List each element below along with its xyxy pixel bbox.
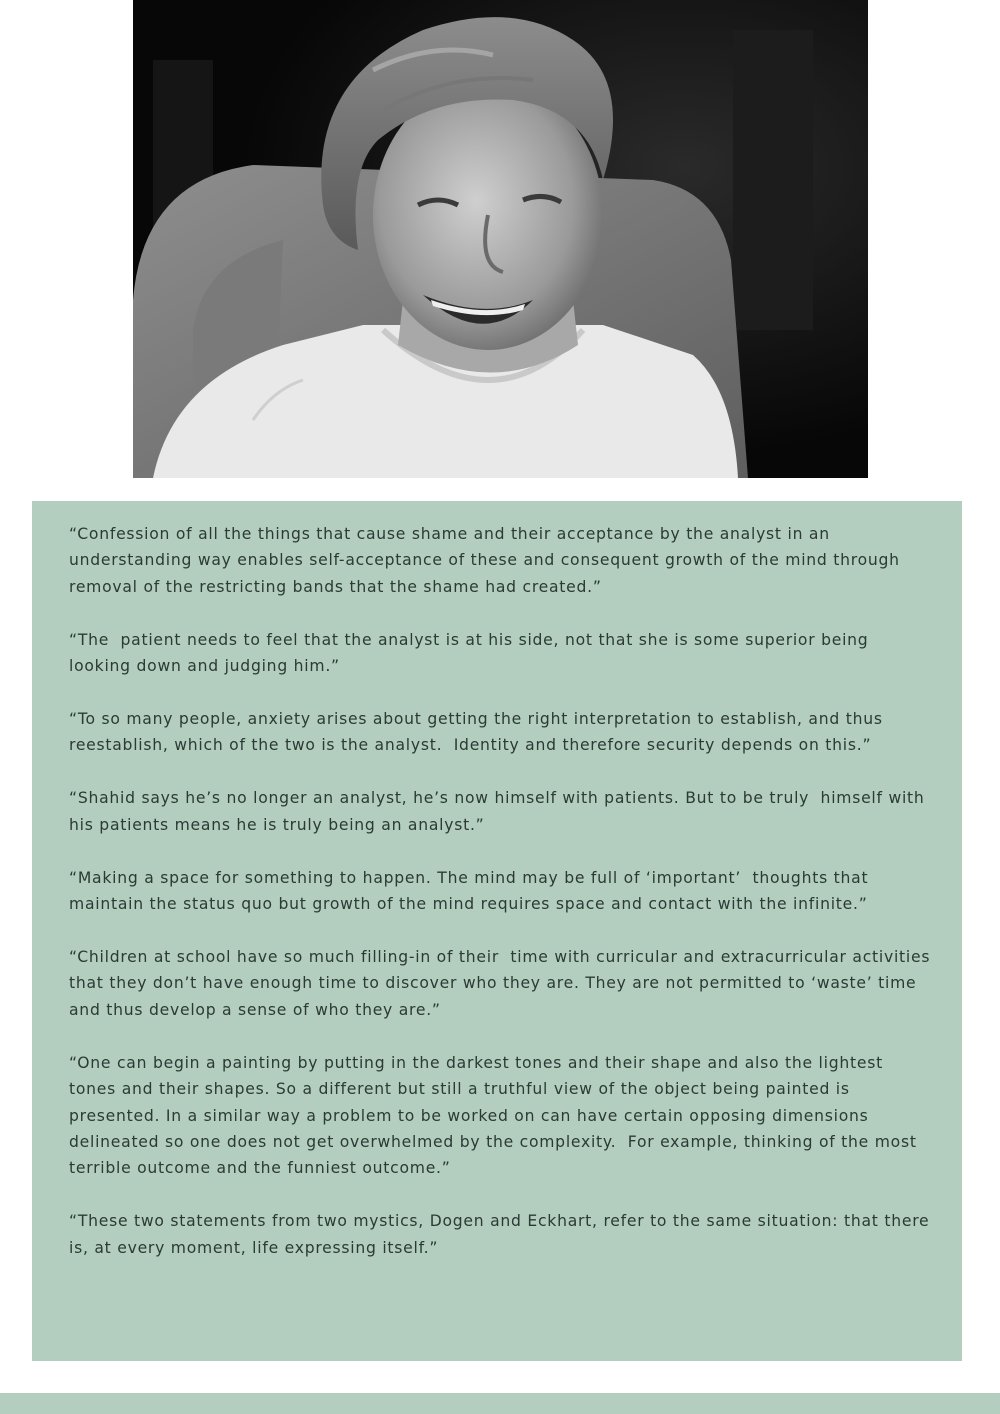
quote-paragraph: “Children at school have so much filling-in of their time with curricular and extracurricular activities that they don’t have enough time to discover who they are. They are not permitted to ‘waste’ time and thus develop a sense of who they are.” xyxy=(69,947,936,1019)
quotes-panel xyxy=(32,501,962,1361)
portrait-photo xyxy=(133,0,868,478)
portrait-illustration xyxy=(133,0,868,478)
footer-bar xyxy=(0,1393,1000,1414)
quote-paragraph: “The patient needs to feel that the analyst is at his side, not that she is some superior being looking down and judging him.” xyxy=(69,630,875,676)
quote-paragraph: “Making a space for something to happen. The mind may be full of ‘important’ thoughts that maintain the status quo but growth of the mind requires space and contact with the infinite.” xyxy=(69,868,875,914)
quote-paragraph: “These two statements from two mystics, Dogen and Eckhart, refer to the same situation: that there is, at every moment, life expressing itself.” xyxy=(69,1212,936,1257)
quote-paragraph: “Confession of all the things that cause shame and their acceptance by the analyst in an understanding way enables self-acceptance of these and consequent growth of the mind through removal of the restricting bands that the shame had created.” xyxy=(69,525,906,596)
quote-paragraph: “To so many people, anxiety arises about getting the right interpretation to establish, and thus reestablish, which of the two is the analyst. Identity and therefore security depends on this.” xyxy=(69,710,889,755)
quote-paragraph: “Shahid says he’s no longer an analyst, he’s now himself with patients. But to be truly himself with his patients means he is truly being an analyst.” xyxy=(69,789,931,834)
quote-paragraph: “One can begin a painting by putting in the darkest tones and their shape and also the lightest tones and their shapes. So a different but still a truthful view of the object being painted is presented. In a similar way a problem to be worked on can have certain opposing dimensions delineated so one does not get overwhelmed by the complexity. For example, thinking of the most terrible outcome and the funniest outcome.” xyxy=(69,1053,923,1178)
